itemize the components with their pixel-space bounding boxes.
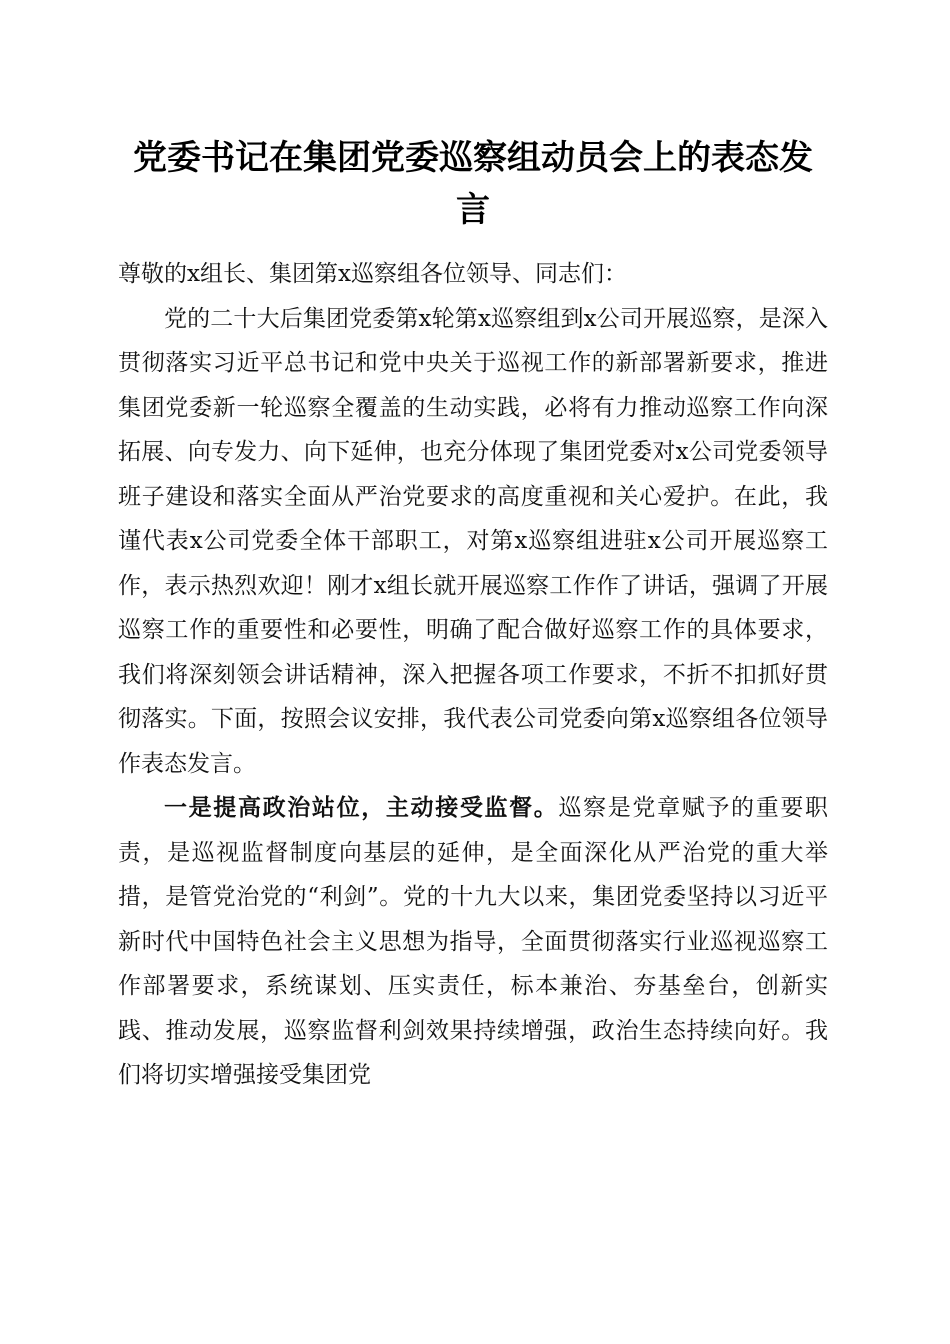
- paragraph-intro: [118, 297, 828, 787]
- document-title: 党委书记在集团党委巡察组动员会上的表态发言: [133, 138, 813, 230]
- salutation: 尊敬的x组长、集团第x巡察组各位领导、同志们：: [118, 261, 627, 287]
- document-body: [118, 252, 828, 1098]
- paragraph-point-one: [118, 786, 828, 1098]
- paragraph-lead: 一是提高政治站位，主动接受监督。: [164, 794, 559, 821]
- paragraph-text: 巡察是党章赋予的重要职责，是巡视监督制度向基层的延伸，是全面深化从严治党的重大举措，是管党治党的“利剑”。党的十九大以来，集团党委坚持以习近平新时代中国特色社会主义思想为指导，全面贯彻落实行业巡视巡察工作部署要求，系统谋划、压实责任，标本兼治、夯基垒台，创新实践、推动发展，巡察监督利剑效果持续增强，政治生态持续向好。我们将切实增强接受集团党: [118, 795, 829, 1088]
- paragraph-text: 党的二十大后集团党委第x轮第x巡察组到x公司开展巡察，是深入贯彻落实习近平总书记和党中央关于巡视工作的新部署新要求，推进集团党委新一轮巡察全覆盖的生动实践，必将有力推动巡察工作向深拓展、向专发力、向下延伸，也充分体现了集团党委对x公司党委领导班子建设和落实全面从严治党要求的高度重视和关心爱护。在此，我谨代表x公司党委全体干部职工，对第x巡察组进驻x公司开展巡察工作，表示热烈欢迎！刚才x组长就开展巡察工作作了讲话，强调了开展巡察工作的重要性和必要性，明确了配合做好巡察工作的具体要求，我们将深刻领会讲话精神，深入把握各项工作要求，不折不扣抓好贯彻落实。下面，按照会议安排，我代表公司党委向第x巡察组各位领导作表态发言。: [118, 305, 828, 777]
